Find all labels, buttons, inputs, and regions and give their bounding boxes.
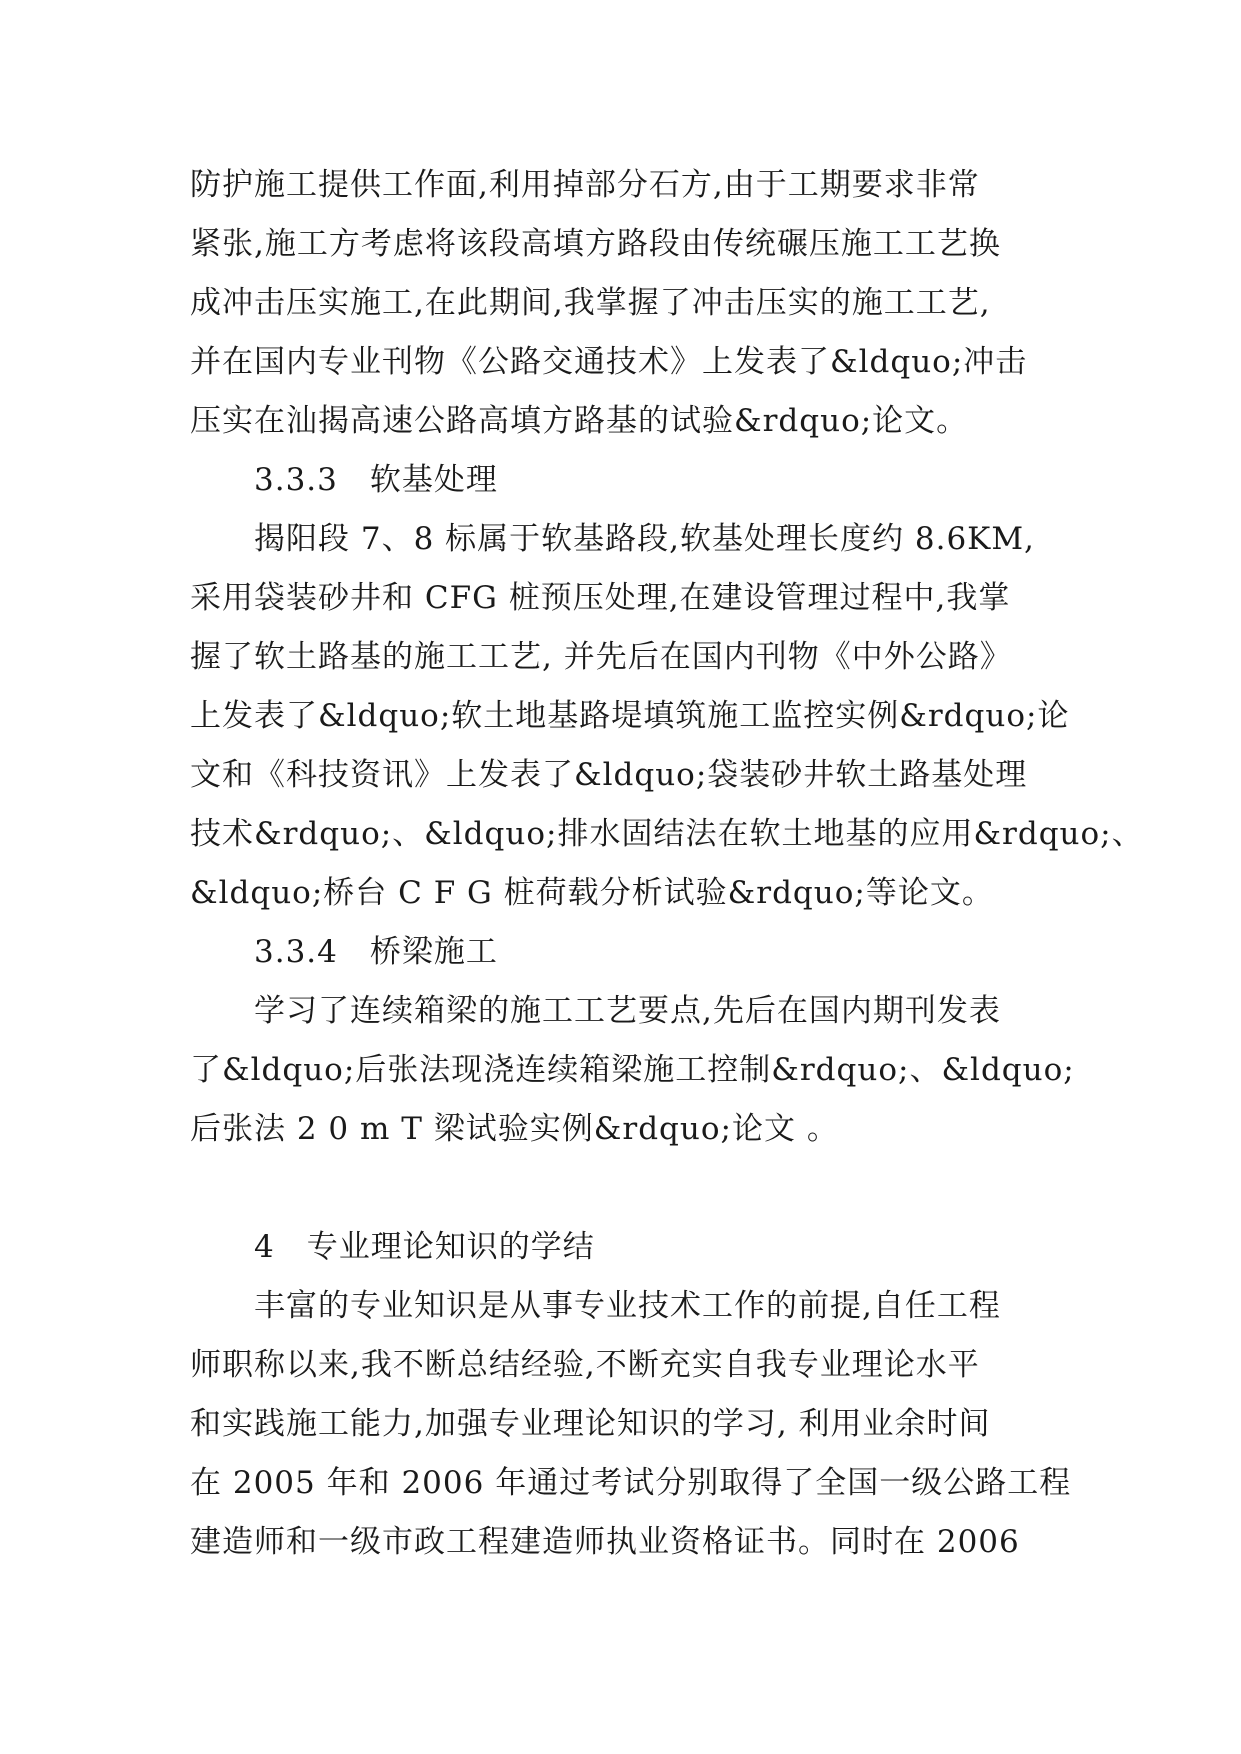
body-line: 和实践施工能力,加强专业理论知识的学习, 利用业余时间 xyxy=(190,1406,991,1442)
document-body xyxy=(190,156,1144,1572)
body-line: 紧张,施工方考虑将该段高填方路段由传统碾压施工工艺换 xyxy=(190,226,1001,262)
body-line: 防护施工提供工作面,利用掉部分石方,由于工期要求非常 xyxy=(190,167,980,203)
body-line: 并在国内专业刊物《公路交通技术》上发表了&ldquo;冲击 xyxy=(190,344,1028,380)
body-line: 在 2005 年和 2006 年通过考试分别取得了全国一级公路工程 xyxy=(190,1465,1072,1501)
body-line: 成冲击压实施工,在此期间,我掌握了冲击压实的施工工艺, xyxy=(190,285,991,321)
body-line: 技术&rdquo;、&ldquo;排水固结法在软土地基的应用&rdquo;、 xyxy=(190,816,1144,852)
section-heading-4: 4 专业理论知识的学结 xyxy=(254,1229,595,1265)
paragraph-start-line: 揭阳段 7、8 标属于软基路段,软基处理长度约 8.6KM, xyxy=(254,521,1035,557)
body-line: 师职称以来,我不断总结经验,不断充实自我专业理论水平 xyxy=(190,1347,980,1383)
section-heading-3-3-3: 3.3.3 软基处理 xyxy=(254,462,498,498)
body-line: 后张法 2 0 m T 梁试验实例&rdquo;论文 。 xyxy=(190,1111,839,1147)
paragraph-start-line: 丰富的专业知识是从事专业技术工作的前提,自任工程 xyxy=(254,1288,1001,1324)
body-line: 了&ldquo;后张法现浇连续箱梁施工控制&rdquo;、&ldquo; xyxy=(190,1052,1075,1088)
body-line: 压实在汕揭高速公路高填方路基的试验&rdquo;论文。 xyxy=(190,403,969,439)
body-line: 采用袋装砂井和 CFG 桩预压处理,在建设管理过程中,我掌 xyxy=(190,580,1011,616)
paragraph-start-line: 学习了连续箱梁的施工工艺要点,先后在国内期刊发表 xyxy=(254,993,1001,1029)
body-line: 握了软土路基的施工工艺, 并先后在国内刊物《中外公路》 xyxy=(190,639,1012,675)
body-line: 上发表了&ldquo;软土地基路堤填筑施工监控实例&rdquo;论 xyxy=(190,698,1070,734)
body-line: 文和《科技资讯》上发表了&ldquo;袋装砂井软土路基处理 xyxy=(190,757,1028,793)
section-heading-3-3-4: 3.3.4 桥梁施工 xyxy=(254,934,498,970)
body-line: &ldquo;桥台 C F G 桩荷载分析试验&rdquo;等论文。 xyxy=(190,875,994,911)
blank-line xyxy=(190,1159,1070,1218)
body-line: 建造师和一级市政工程建造师执业资格证书。同时在 2006 xyxy=(190,1524,1020,1560)
